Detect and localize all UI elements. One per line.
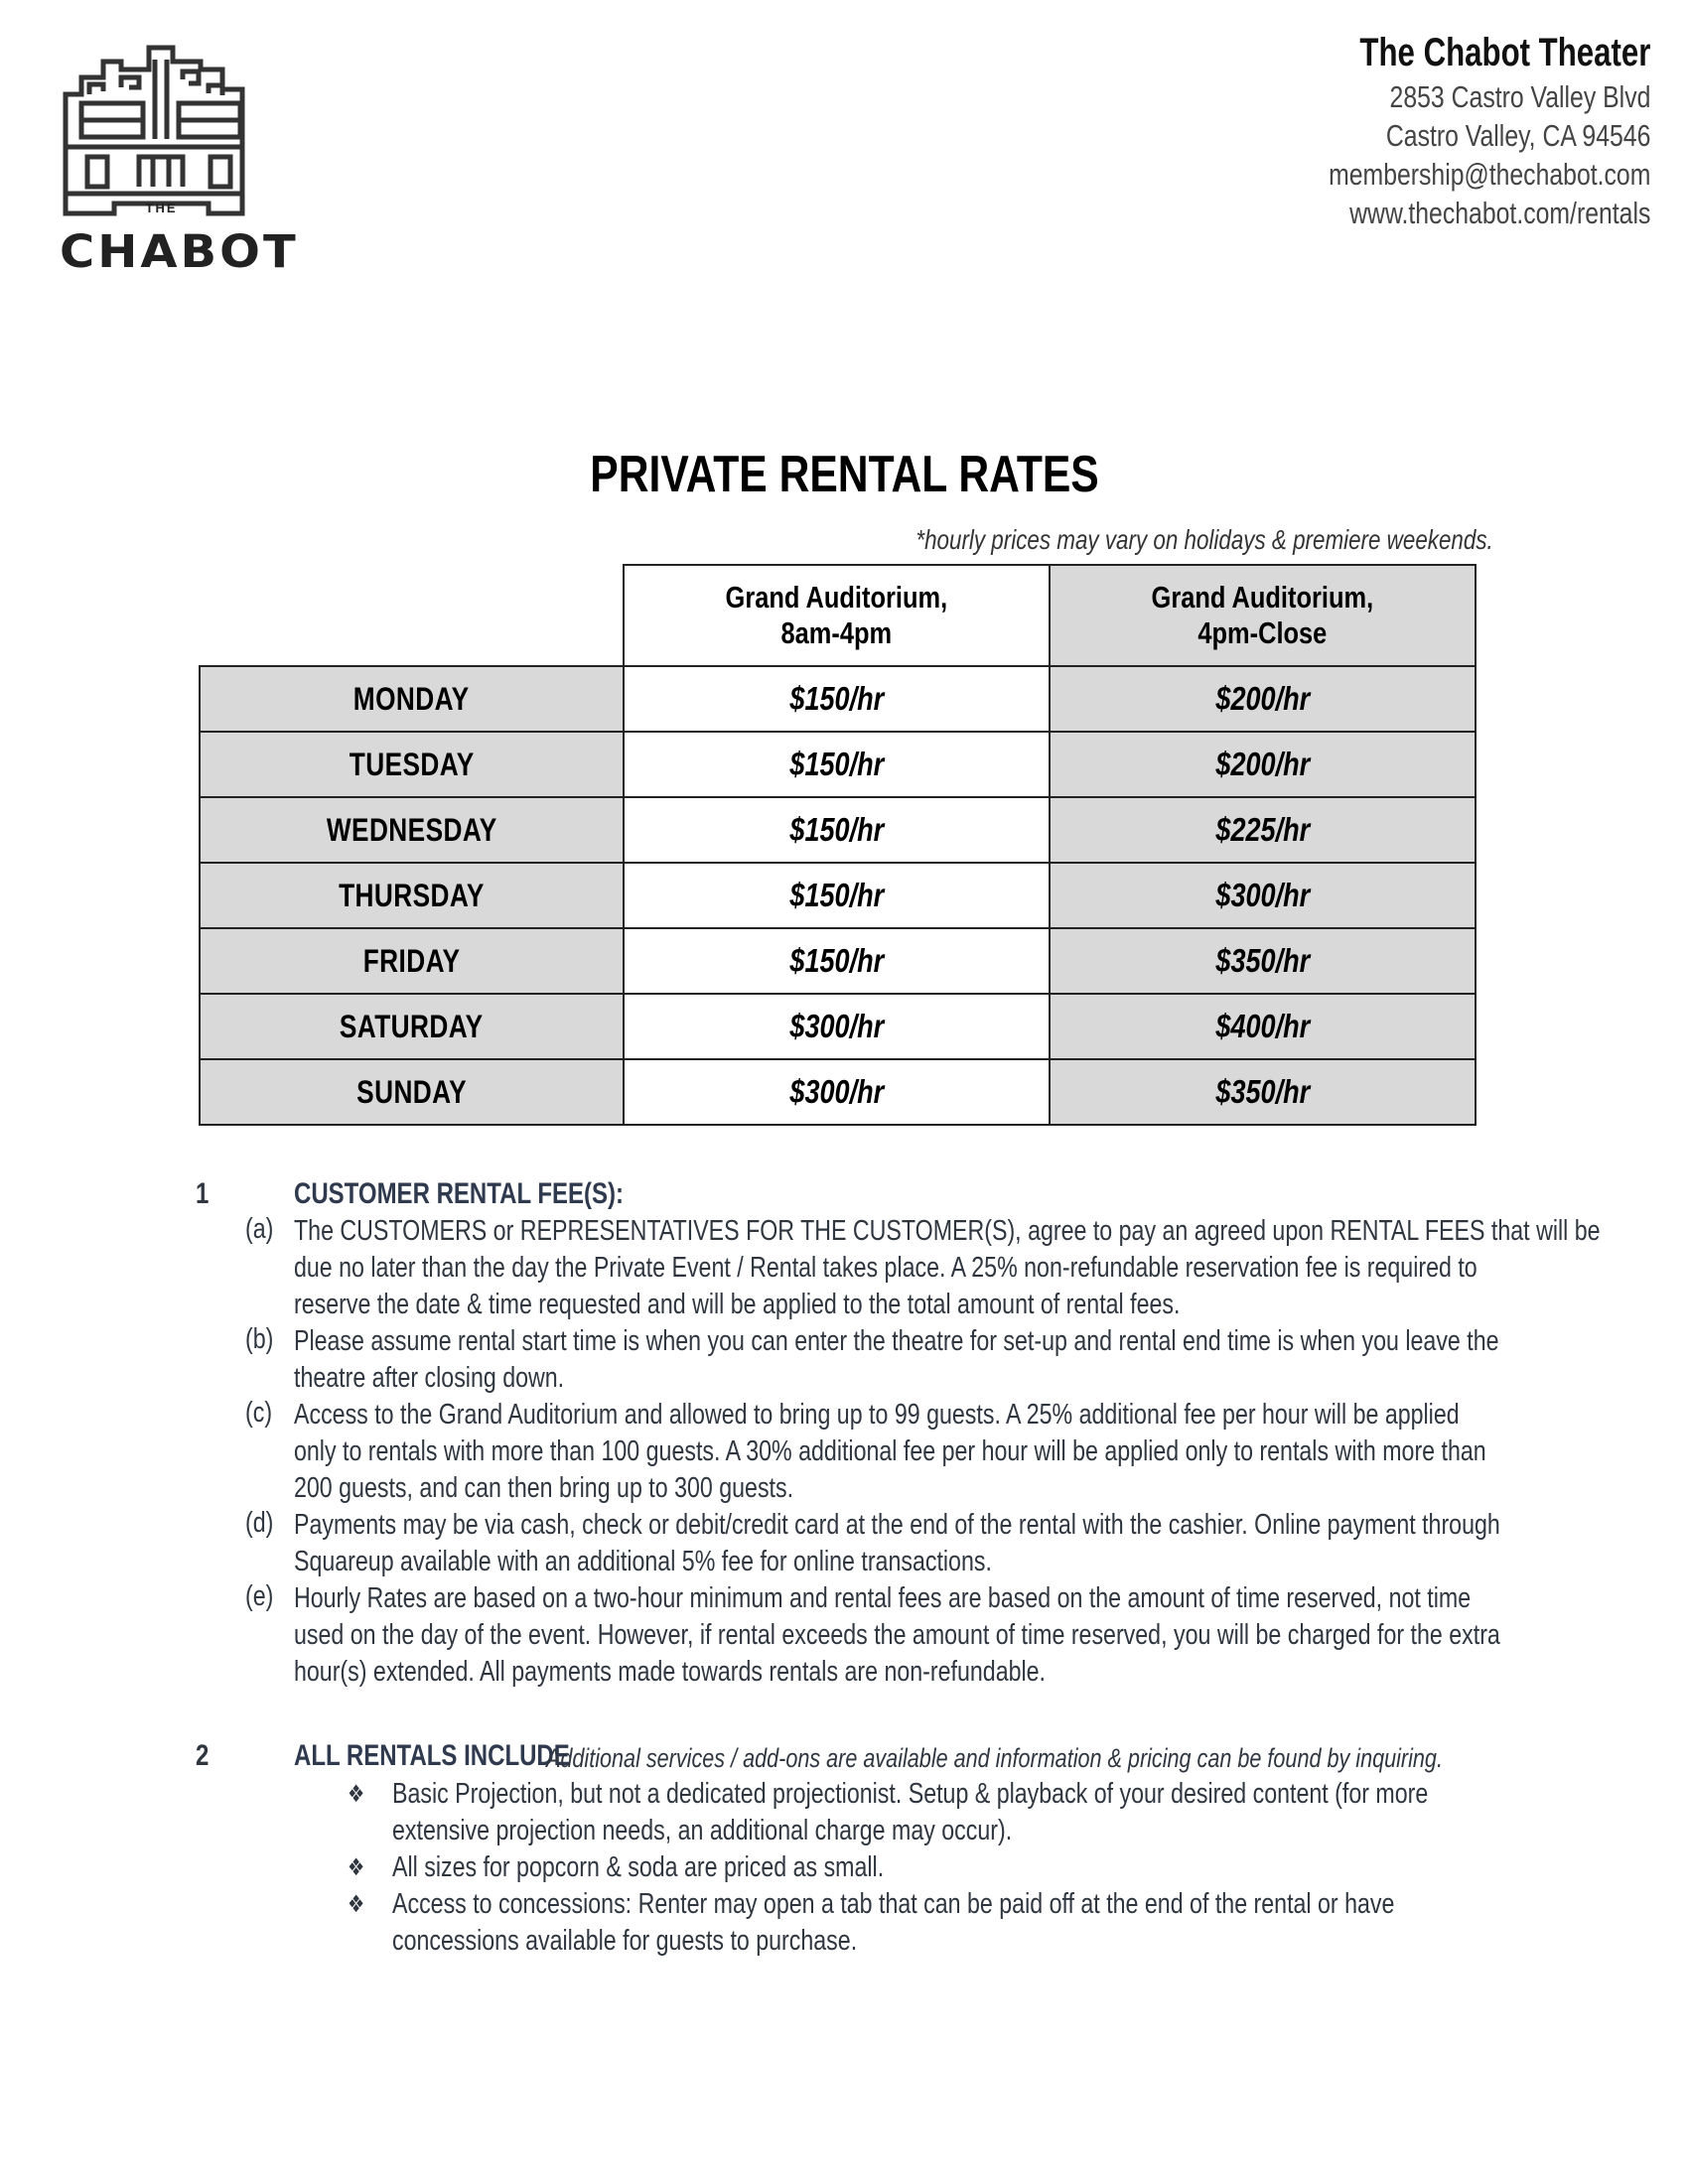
table-row <box>200 666 1476 732</box>
item-text-line: Hourly Rates are based on a two-hour minimum and rental fees are based on the amount of time reserved, not time <box>294 1582 1472 1614</box>
evening-rate: $300/hr <box>1215 877 1310 913</box>
item-label: (e) <box>245 1580 274 1612</box>
day-label: FRIDAY <box>362 942 461 979</box>
table-row <box>200 732 1476 797</box>
logo-brand-text: CHABOT <box>60 225 299 279</box>
day-label: SATURDAY <box>340 1008 484 1044</box>
daytime-rate: $150/hr <box>789 942 884 979</box>
table-row <box>200 928 1476 994</box>
theater-name: The Chabot Theater <box>1359 31 1650 74</box>
table-row <box>200 1059 1476 1125</box>
logo-the-text: THE <box>145 201 178 215</box>
address-line-2: Castro Valley, CA 94546 <box>1385 118 1650 153</box>
day-label: TUESDAY <box>349 746 475 782</box>
evening-rate: $200/hr <box>1215 746 1310 782</box>
bullet-text-line: Access to concessions: Renter may open a tab that can be paid off at the end of the rental or have <box>392 1888 1395 1920</box>
table-header-row <box>200 565 1476 666</box>
section-heading: ALL RENTALS INCLUDE <box>294 1739 570 1772</box>
table-row <box>200 994 1476 1059</box>
evening-rate: $200/hr <box>1215 680 1310 717</box>
website-link[interactable]: www.thechabot.com/rentals <box>1348 196 1650 230</box>
pricing-note: *hourly prices may vary on holidays & premiere weekends. <box>915 524 1493 555</box>
evening-rate: $350/hr <box>1215 1073 1310 1110</box>
column-header-daytime: Grand Auditorium, 8am-4pm <box>624 565 1050 666</box>
daytime-rate: $300/hr <box>789 1073 884 1110</box>
item-text-line: 200 guests, and can then bring up to 300 guests. <box>294 1472 794 1504</box>
page-title: PRIVATE RENTAL RATES <box>589 446 1099 503</box>
item-text-line: theatre after closing down. <box>294 1362 565 1394</box>
day-label: SUNDAY <box>356 1073 467 1110</box>
chabot-logo <box>60 40 299 279</box>
bullet-icon: ❖ <box>348 1781 365 1808</box>
bullet-icon: ❖ <box>348 1891 365 1918</box>
daytime-rate: $150/hr <box>789 680 884 717</box>
section-number: 2 <box>196 1739 210 1772</box>
bullet-text-line: extensive projection needs, an additional charge may occur). <box>392 1815 1013 1846</box>
evening-rate: $400/hr <box>1215 1008 1310 1044</box>
day-label: THURSDAY <box>339 877 485 913</box>
item-label: (a) <box>245 1213 274 1245</box>
daytime-rate: $150/hr <box>789 811 884 848</box>
section-subheading: Additional services / add-ons are available and information & pricing can be found by inquiring. <box>546 1743 1443 1773</box>
table-row <box>200 863 1476 928</box>
contact-block <box>1248 28 1650 232</box>
item-label: (b) <box>245 1323 274 1355</box>
evening-rate: $225/hr <box>1215 811 1310 848</box>
bullet-text-line: concessions available for guests to purchase. <box>392 1925 858 1957</box>
item-label: (c) <box>245 1397 273 1429</box>
item-text-line: reserve the date & time requested and will be applied to the total amount of rental fees. <box>294 1289 1181 1320</box>
daytime-rate: $150/hr <box>789 746 884 782</box>
address-line-1: 2853 Castro Valley Blvd <box>1389 79 1650 114</box>
item-text-line: The CUSTOMERS or REPRESENTATIVES FOR THE CUSTOMER(S), agree to pay an agreed upon RENTAL FEES that will be <box>294 1215 1601 1247</box>
bullet-icon: ❖ <box>348 1854 365 1881</box>
table-row <box>200 797 1476 863</box>
day-label: WEDNESDAY <box>326 811 497 848</box>
daytime-rate: $300/hr <box>789 1008 884 1044</box>
item-text-line: only to rentals with more than 100 guests. A 30% additional fee per hour will be applied only to rentals with more than <box>294 1435 1486 1467</box>
day-label: MONDAY <box>353 680 470 717</box>
email-link[interactable]: membership@thechabot.com <box>1328 157 1650 192</box>
section-number: 1 <box>196 1177 210 1210</box>
daytime-rate: $150/hr <box>789 877 884 913</box>
item-text-line: hour(s) extended. All payments made towards rentals are non-refundable. <box>294 1656 1047 1688</box>
bullet-text-line: Basic Projection, but not a dedicated projectionist. Setup & playback of your desired content (for more <box>392 1778 1429 1810</box>
item-text-line: due no later than the day the Private Event / Rental takes place. A 25% non-refundable reservation fee is required to <box>294 1252 1477 1284</box>
table-corner <box>200 565 624 666</box>
rental-rates-table <box>199 564 1477 1126</box>
evening-rate: $350/hr <box>1215 942 1310 979</box>
item-text-line: used on the day of the event. However, if rental exceeds the amount of time reserved, you will be charged for the extra <box>294 1619 1500 1651</box>
bullet-text-line: All sizes for popcorn & soda are priced as small. <box>392 1851 885 1883</box>
column-header-evening: Grand Auditorium, 4pm-Close <box>1050 565 1476 666</box>
item-text-line: Payments may be via cash, check or debit/credit card at the end of the rental with the cashier. Online payment through <box>294 1509 1500 1541</box>
item-text-line: Please assume rental start time is when you can enter the theatre for set-up and rental end time is when you leave the <box>294 1325 1499 1357</box>
item-text-line: Squareup available with an additional 5% fee for online transactions. <box>294 1546 992 1577</box>
section-heading: CUSTOMER RENTAL FEE(S): <box>294 1177 625 1210</box>
item-text-line: Access to the Grand Auditorium and allowed to bring up to 99 guests. A 25% additional fee per hour will be applied <box>294 1399 1460 1431</box>
item-label: (d) <box>245 1507 274 1539</box>
